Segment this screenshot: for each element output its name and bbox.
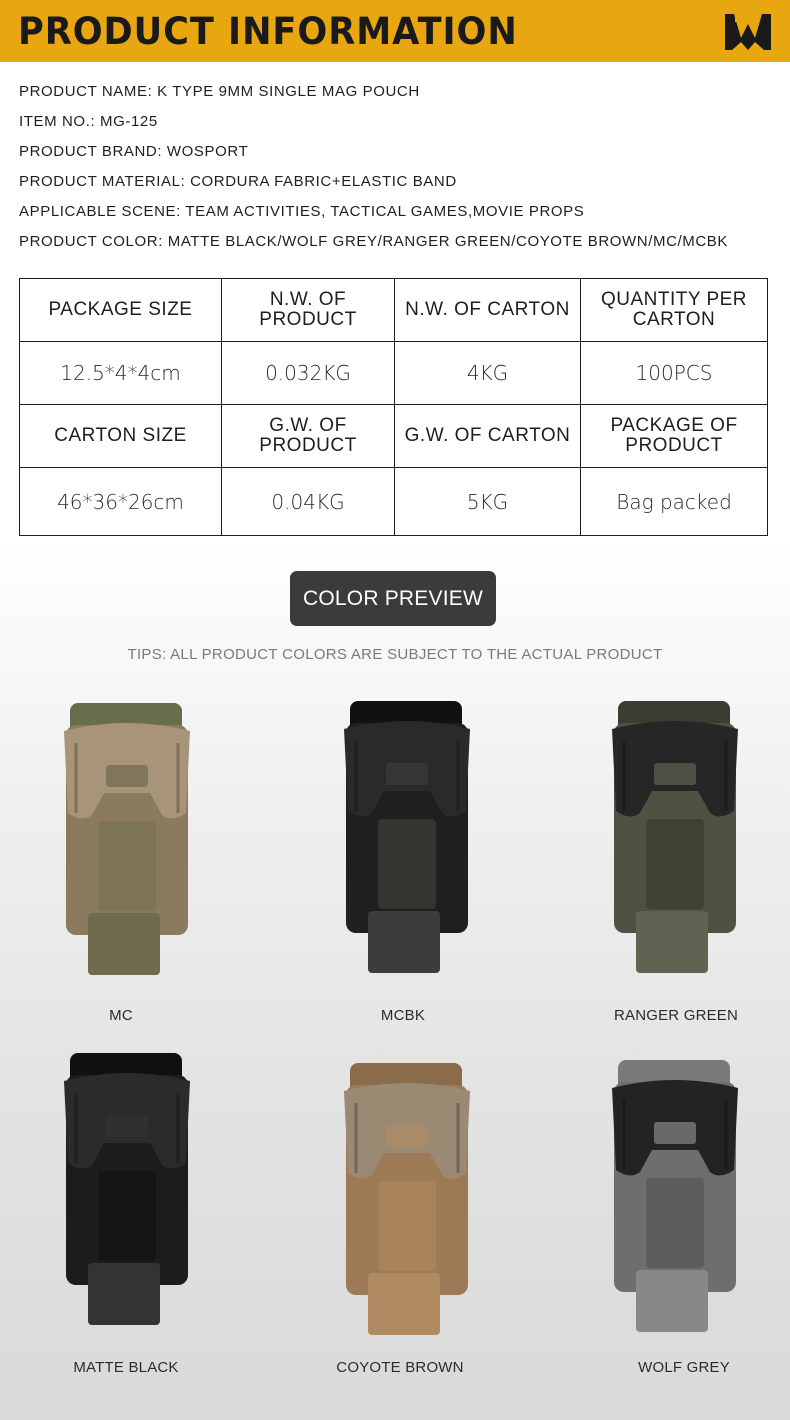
table-row bbox=[20, 279, 768, 342]
info-brand: PRODUCT BRAND: WOSPORT bbox=[19, 143, 249, 160]
color-label: WOLF GREY bbox=[638, 1359, 730, 1376]
color-preview-button[interactable]: COLOR PREVIEW bbox=[290, 571, 496, 626]
value-cell: 4KG bbox=[395, 342, 581, 405]
color-tips: TIPS: ALL PRODUCT COLORS ARE SUBJECT TO THE ACTUAL PRODUCT bbox=[127, 646, 663, 663]
product-info-list bbox=[19, 83, 728, 263]
pouch-image bbox=[342, 701, 472, 976]
info-item-no: ITEM NO.: MG-125 bbox=[19, 113, 158, 130]
info-scene: APPLICABLE SCENE: TEAM ACTIVITIES, TACTICAL GAMES,MOVIE PROPS bbox=[19, 203, 585, 220]
table-row bbox=[20, 342, 768, 405]
value-cell: 5KG bbox=[395, 468, 581, 536]
color-label: MATTE BLACK bbox=[73, 1359, 179, 1376]
color-label: MCBK bbox=[380, 1007, 426, 1024]
spec-table bbox=[19, 278, 768, 536]
header-banner bbox=[0, 0, 790, 62]
info-color: PRODUCT COLOR: MATTE BLACK/WOLF GREY/RANGER GREEN/COYOTE BROWN/MC/MCBK bbox=[19, 233, 729, 250]
brand-w-logo-icon bbox=[725, 14, 771, 50]
color-label: MC bbox=[109, 1007, 133, 1024]
header-cell: PACKAGE OF PRODUCT bbox=[581, 405, 768, 468]
header-cell: G.W. OF CARTON bbox=[395, 405, 581, 468]
pouch-image bbox=[610, 701, 740, 976]
value-cell: Bag packed bbox=[581, 468, 768, 536]
value-cell: 100PCS bbox=[581, 342, 768, 405]
header-cell: N.W. OF CARTON bbox=[395, 279, 581, 342]
page-title: PRODUCT INFORMATION bbox=[18, 10, 518, 53]
color-label: RANGER GREEN bbox=[613, 1007, 739, 1024]
value-cell: 0.04KG bbox=[222, 468, 395, 536]
header-cell: PACKAGE SIZE bbox=[20, 279, 222, 342]
pouch-image bbox=[62, 703, 192, 978]
header-cell: CARTON SIZE bbox=[20, 405, 222, 468]
color-label: COYOTE BROWN bbox=[336, 1359, 464, 1376]
table-row bbox=[20, 405, 768, 468]
value-cell: 0.032KG bbox=[222, 342, 395, 405]
header-cell: QUANTITY PER CARTON bbox=[581, 279, 768, 342]
header-cell: G.W. OF PRODUCT bbox=[222, 405, 395, 468]
value-cell: 46*36*26cm bbox=[20, 468, 222, 536]
value-cell: 12.5*4*4cm bbox=[20, 342, 222, 405]
pouch-image bbox=[610, 1060, 740, 1335]
pouch-image bbox=[342, 1063, 472, 1338]
pouch-image bbox=[62, 1053, 192, 1328]
info-product-name: PRODUCT NAME: K TYPE 9MM SINGLE MAG POUCH bbox=[19, 83, 420, 100]
header-cell: N.W. OF PRODUCT bbox=[222, 279, 395, 342]
info-material: PRODUCT MATERIAL: CORDURA FABRIC+ELASTIC BAND bbox=[19, 173, 457, 190]
table-row bbox=[20, 468, 768, 536]
